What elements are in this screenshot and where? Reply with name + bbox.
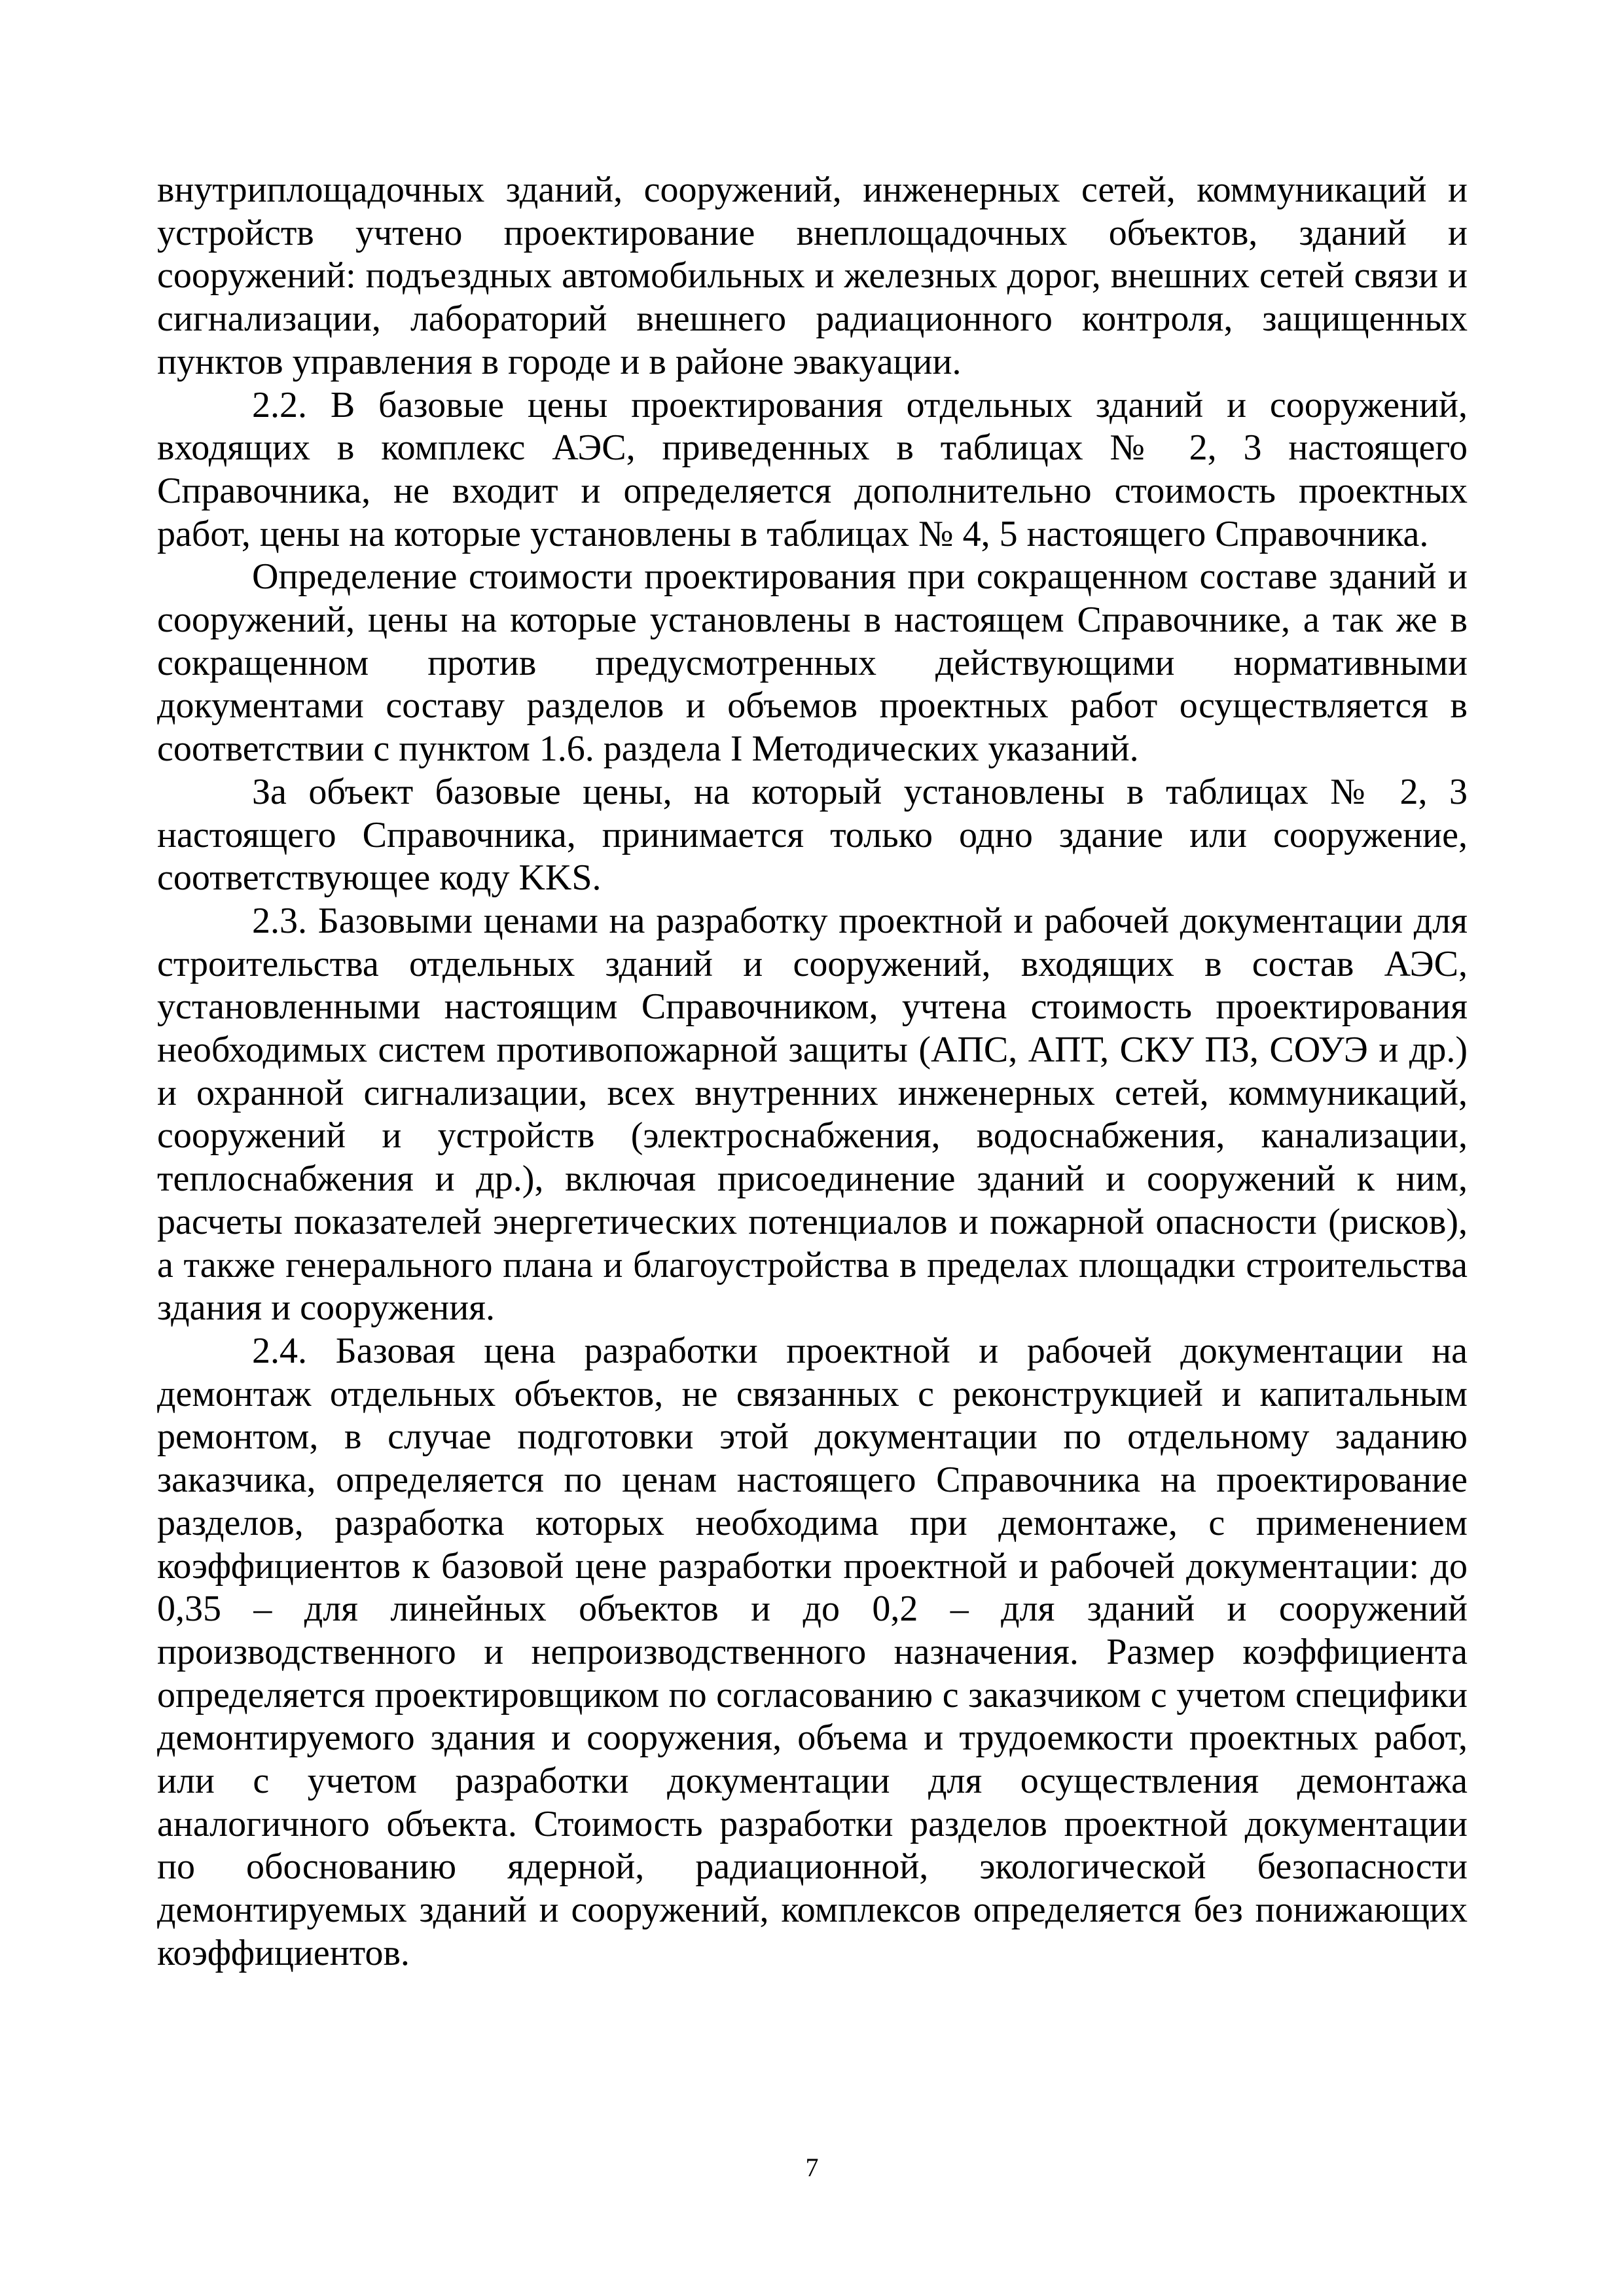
paragraph-2-2: 2.2. В базовые цены проектирования отдельных зданий и сооружений, входящих в комплекс АЭС, приведенных в таблицах № 2, 3 настоящего Справочника, не входит и определяется дополнительно стоимость проектных работ, цены на которые установлены в таблицах № 4, 5 настоящего Справочника. bbox=[157, 384, 1468, 554]
paragraph-base-price-object: За объект базовые цены, на который установлены в таблицах № 2, 3 настоящего Справочника, принимается только одно здание или сооружение, соответствующее коду KKS. bbox=[157, 771, 1468, 899]
paragraph-cost-definition: Определение стоимости проектирования при сокращенном составе зданий и сооружений, цены на которые установлены в настоящем Справочнике, а так же в сокращенном против предусмотренных действующими нормативными документами составу разделов и объемов проектных работ осуществляется в соответствии с пунктом 1.6. раздела I Методических указаний. bbox=[157, 556, 1468, 770]
paragraph-2-4: 2.4. Базовая цена разработки проектной и рабочей документации на демонтаж отдельных объектов, не связанных с реконструкцией и капитальным ремонтом, в случае подготовки этой документации по отдельному заданию заказчика, определяется по ценам настоящего Справочника на проектирование разделов, разработка которых необходима при демонтаже, с применением коэффициентов к базовой цене разработки проектной и рабочей документации: до 0,35 – для линейных объектов и до 0,2 – для зданий и сооружений производственного и непроизводственного назначения. Размер коэффициента определяется проектировщиком по согласованию с заказчиком с учетом специфики демонтируемого здания и сооружения, объема и трудоемкости проектных работ, или с учетом разработки документации для осуществления демонтажа аналогичного объекта. Стоимость разработки разделов проектной документации по обоснованию ядерной, радиационной, экологической безопасности демонтируемых зданий и сооружений, комплексов определяется без понижающих коэффициентов. bbox=[157, 1330, 1468, 1973]
paragraph-2-3: 2.3. Базовыми ценами на разработку проектной и рабочей документации для строительства отдельных зданий и сооружений, входящих в состав АЭС, установленными настоящим Справочником, учтена стоимость проектирования необходимых систем противопожарной защиты (АПС, АПТ, СКУ ПЗ, СОУЭ и др.) и охранной сигнализации, всех внутренних инженерных сетей, коммуникаций, сооружений и устройств (электроснабжения, водоснабжения, канализации, теплоснабжения и др.), включая присоединение зданий и сооружений к ним, расчеты показателей энергетических потенциалов и пожарной опасности (рисков), а также генерального плана и благоустройства в пределах площадки строительства здания и сооружения. bbox=[157, 900, 1468, 1329]
page-number: 7 bbox=[805, 2153, 819, 2182]
paragraph-continuation: внутриплощадочных зданий, сооружений, инженерных сетей, коммуникаций и устройств учтено проектирование внеплощадочных объектов, зданий и сооружений: подъездных автомобильных и железных дорог, внешних сетей связи и сигнализации, лабораторий внешнего радиационного контроля, защищенных пунктов управления в городе и в районе эвакуации. bbox=[157, 170, 1468, 382]
body-text bbox=[157, 169, 1468, 1975]
